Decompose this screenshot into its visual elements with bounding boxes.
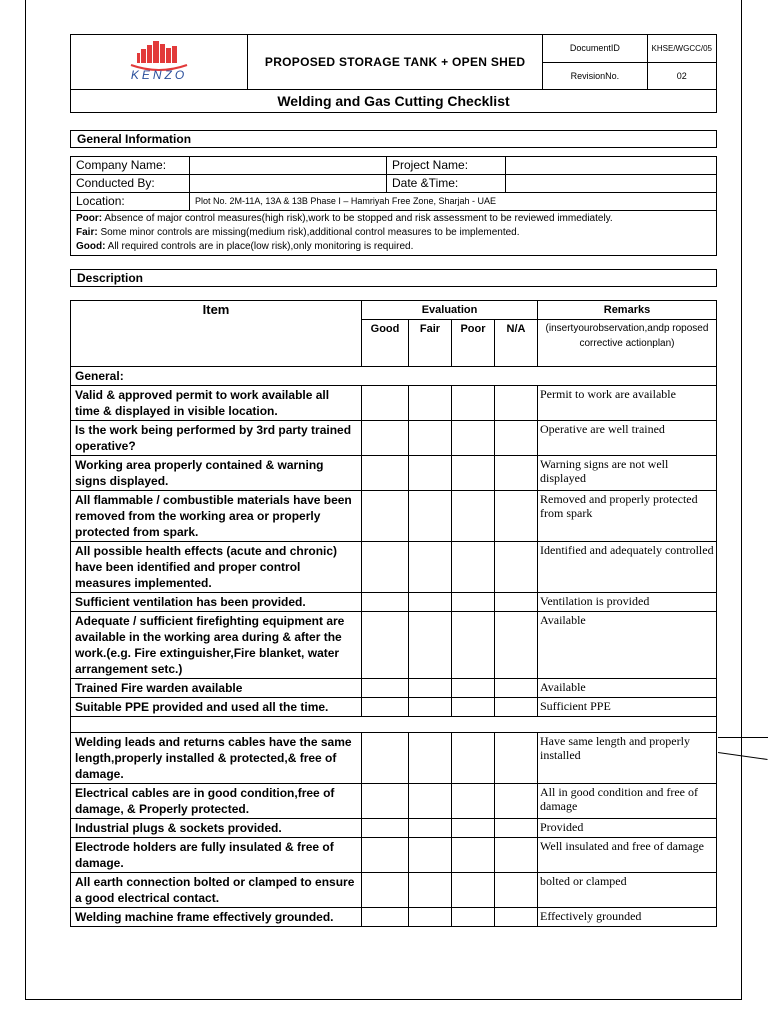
eval-na-cell[interactable] xyxy=(495,542,538,593)
table-row xyxy=(71,838,717,873)
eval-good-cell[interactable] xyxy=(362,784,409,819)
eval-poor-cell[interactable] xyxy=(452,819,495,838)
row-item: All earth connection bolted or clamped to ensure a good electrical contact. xyxy=(71,873,362,908)
eval-poor-cell[interactable] xyxy=(452,873,495,908)
datetime-label: Date &Time: xyxy=(387,175,506,193)
eval-na-cell[interactable] xyxy=(495,612,538,679)
row-remark: Effectively grounded xyxy=(538,908,717,927)
eval-na-cell[interactable] xyxy=(495,819,538,838)
eval-fair-cell[interactable] xyxy=(409,421,452,456)
eval-fair-cell[interactable] xyxy=(409,733,452,784)
row-remark: Ventilation is provided xyxy=(538,593,717,612)
row-remark: Identified and adequately controlled xyxy=(538,542,717,593)
company-field[interactable] xyxy=(190,157,387,175)
table-row xyxy=(71,873,717,908)
eval-fair-cell[interactable] xyxy=(409,491,452,542)
table-row xyxy=(71,819,717,838)
row-remark: Sufficient PPE xyxy=(538,698,717,717)
row-remark: Warning signs are not well displayed xyxy=(538,456,717,491)
row-item: Working area properly contained & warning signs displayed. xyxy=(71,456,362,491)
table-row xyxy=(71,612,717,679)
eval-na-cell[interactable] xyxy=(495,491,538,542)
col-good: Good xyxy=(362,320,409,367)
row-item: Industrial plugs & sockets provided. xyxy=(71,819,362,838)
eval-poor-cell[interactable] xyxy=(452,593,495,612)
row-remark: All in good condition and free of damage xyxy=(538,784,717,819)
eval-good-cell[interactable] xyxy=(362,456,409,491)
table-row xyxy=(71,491,717,542)
eval-good-cell[interactable] xyxy=(362,698,409,717)
row-remark: Removed and properly protected from spark xyxy=(538,491,717,542)
col-item-header: Item xyxy=(71,301,362,367)
eval-good-cell[interactable] xyxy=(362,679,409,698)
conducted-label: Conducted By: xyxy=(71,175,190,193)
general-info-table xyxy=(70,156,717,256)
row-item: All possible health effects (acute and chronic) have been identified and proper control measures implemented. xyxy=(71,542,362,593)
col-evaluation-header: Evaluation xyxy=(362,301,538,320)
table-row xyxy=(71,421,717,456)
table-row xyxy=(71,698,717,717)
eval-good-cell[interactable] xyxy=(362,421,409,456)
eval-good-cell[interactable] xyxy=(362,612,409,679)
eval-good-cell[interactable] xyxy=(362,491,409,542)
eval-good-cell[interactable] xyxy=(362,593,409,612)
row-item: Welding leads and returns cables have the same length,properly installed & protected,& free of damage. xyxy=(71,733,362,784)
row-remark: Operative are well trained xyxy=(538,421,717,456)
eval-fair-cell[interactable] xyxy=(409,456,452,491)
row-remark: Have same length and properly installed xyxy=(538,733,717,784)
eval-good-cell[interactable] xyxy=(362,386,409,421)
eval-fair-cell[interactable] xyxy=(409,819,452,838)
project-label: Project Name: xyxy=(387,157,506,175)
row-remark: Permit to work are available xyxy=(538,386,717,421)
eval-good-cell[interactable] xyxy=(362,873,409,908)
company-label: Company Name: xyxy=(71,157,190,175)
row-item: Adequate / sufficient firefighting equipment are available in the working area during & after the work.(e.g. Fire extinguisher,Fire blanket, water arrangement setc.) xyxy=(71,612,362,679)
eval-na-cell[interactable] xyxy=(495,679,538,698)
description-heading: Description xyxy=(70,269,717,287)
location-value: Plot No. 2M-11A, 13A & 13B Phase I – Hamriyah Free Zone, Sharjah - UAE xyxy=(190,193,717,211)
checklist-title: Welding and Gas Cutting Checklist xyxy=(71,90,717,113)
revision-label: RevisionNo. xyxy=(543,62,647,90)
doc-id-value: KHSE/WGCC/05 xyxy=(647,35,716,63)
row-item: Sufficient ventilation has been provided. xyxy=(71,593,362,612)
stray-line xyxy=(718,737,768,738)
rating-poor: Poor: Absence of major control measures(high risk),work to be stopped and risk assessment to be reviewed immediately. xyxy=(76,213,613,224)
general-section-label: General: xyxy=(71,367,717,386)
eval-poor-cell[interactable] xyxy=(452,491,495,542)
table-row xyxy=(71,908,717,927)
row-item: Trained Fire warden available xyxy=(71,679,362,698)
project-field[interactable] xyxy=(506,157,717,175)
eval-poor-cell[interactable] xyxy=(452,784,495,819)
table-row xyxy=(71,733,717,784)
eval-na-cell[interactable] xyxy=(495,593,538,612)
col-remarks-header: Remarks xyxy=(538,301,717,320)
eval-good-cell[interactable] xyxy=(362,819,409,838)
logo-cell xyxy=(71,35,248,90)
eval-poor-cell[interactable] xyxy=(452,421,495,456)
row-item: Electrical cables are in good condition,free of damage, & Properly protected. xyxy=(71,784,362,819)
row-item: Electrode holders are fully insulated & free of damage. xyxy=(71,838,362,873)
eval-na-cell[interactable] xyxy=(495,421,538,456)
eval-fair-cell[interactable] xyxy=(409,908,452,927)
eval-poor-cell[interactable] xyxy=(452,679,495,698)
conducted-field[interactable] xyxy=(190,175,387,193)
doc-id-label: DocumentID xyxy=(543,35,647,63)
eval-poor-cell[interactable] xyxy=(452,838,495,873)
eval-fair-cell[interactable] xyxy=(409,542,452,593)
eval-poor-cell[interactable] xyxy=(452,456,495,491)
project-title: PROPOSED STORAGE TANK + OPEN SHED xyxy=(248,35,543,90)
eval-fair-cell[interactable] xyxy=(409,838,452,873)
eval-good-cell[interactable] xyxy=(362,542,409,593)
row-item: Suitable PPE provided and used all the time. xyxy=(71,698,362,717)
revision-value: 02 xyxy=(647,62,716,90)
kenzo-logo xyxy=(71,35,247,87)
checklist-table xyxy=(70,300,717,927)
location-label: Location: xyxy=(71,193,190,211)
eval-poor-cell[interactable] xyxy=(452,542,495,593)
eval-poor-cell[interactable] xyxy=(452,698,495,717)
eval-fair-cell[interactable] xyxy=(409,873,452,908)
row-remark: Available xyxy=(538,612,717,679)
table-row xyxy=(71,542,717,593)
eval-na-cell[interactable] xyxy=(495,698,538,717)
eval-fair-cell[interactable] xyxy=(409,386,452,421)
col-na: N/A xyxy=(495,320,538,367)
eval-poor-cell[interactable] xyxy=(452,386,495,421)
row-item: All flammable / combustible materials have been removed from the working area or properly protected from spark. xyxy=(71,491,362,542)
eval-good-cell[interactable] xyxy=(362,908,409,927)
eval-poor-cell[interactable] xyxy=(452,612,495,679)
eval-fair-cell[interactable] xyxy=(409,593,452,612)
eval-fair-cell[interactable] xyxy=(409,698,452,717)
eval-fair-cell[interactable] xyxy=(409,784,452,819)
eval-na-cell[interactable] xyxy=(495,908,538,927)
eval-fair-cell[interactable] xyxy=(409,679,452,698)
row-remark: Well insulated and free of damage xyxy=(538,838,717,873)
eval-na-cell[interactable] xyxy=(495,456,538,491)
section-spacer xyxy=(71,717,717,733)
rating-legend xyxy=(71,211,717,256)
eval-poor-cell[interactable] xyxy=(452,733,495,784)
row-item: Valid & approved permit to work available all time & displayed in visible location. xyxy=(71,386,362,421)
row-item: Welding machine frame effectively grounded. xyxy=(71,908,362,927)
datetime-field[interactable] xyxy=(506,175,717,193)
eval-na-cell[interactable] xyxy=(495,733,538,784)
eval-na-cell[interactable] xyxy=(495,873,538,908)
general-info-heading: General Information xyxy=(70,130,717,148)
eval-good-cell[interactable] xyxy=(362,838,409,873)
eval-na-cell[interactable] xyxy=(495,784,538,819)
skyline-icon xyxy=(137,41,177,63)
col-poor: Poor xyxy=(452,320,495,367)
table-row xyxy=(71,784,717,819)
row-remark: Available xyxy=(538,679,717,698)
rating-fair: Fair: Some minor controls are missing(medium risk),additional control measures to be implemented. xyxy=(76,227,520,238)
row-remark: bolted or clamped xyxy=(538,873,717,908)
eval-na-cell[interactable] xyxy=(495,386,538,421)
eval-fair-cell[interactable] xyxy=(409,612,452,679)
col-remarks-sub: (insertyourobservation,andp roposed corrective actionplan) xyxy=(538,320,717,367)
table-row xyxy=(71,593,717,612)
document-header xyxy=(70,34,717,113)
table-row xyxy=(71,679,717,698)
eval-na-cell[interactable] xyxy=(495,838,538,873)
table-row xyxy=(71,456,717,491)
row-item: Is the work being performed by 3rd party trained operative? xyxy=(71,421,362,456)
row-remark: Provided xyxy=(538,819,717,838)
eval-good-cell[interactable] xyxy=(362,733,409,784)
table-row xyxy=(71,386,717,421)
logo-text: KENZO xyxy=(130,68,188,82)
eval-poor-cell[interactable] xyxy=(452,908,495,927)
col-fair: Fair xyxy=(409,320,452,367)
rating-good: Good: All required controls are in place(low risk),only monitoring is required. xyxy=(76,241,414,252)
